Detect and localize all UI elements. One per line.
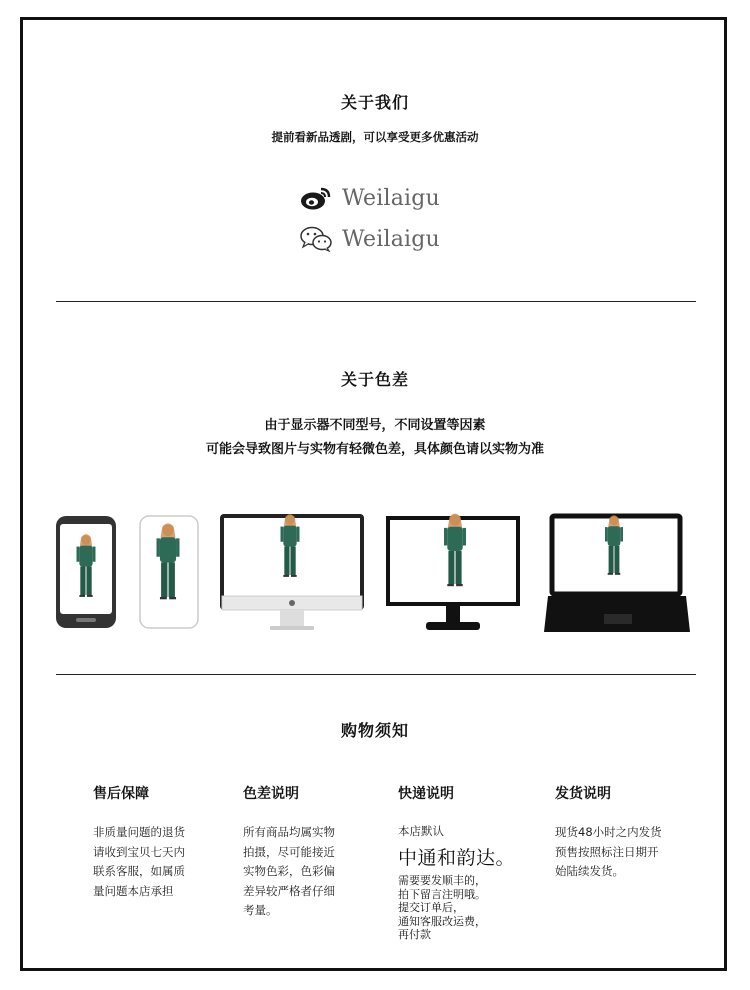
column-after-sales [93,783,223,901]
wechat-icon [298,225,334,253]
delivery-carriers: 中通和韵达。 [398,847,516,869]
laptop [544,515,690,632]
wechat-row[interactable] [298,224,440,254]
monitor [388,514,518,630]
weibo-row[interactable] [298,183,440,213]
column-title: 色差说明 [243,786,299,802]
column-body: 非质量问题的退货 请收到宝贝七天内 联系客服，如属质 量问题本店承担 [93,825,185,898]
device-illustration [0,510,750,640]
column-shipping [555,783,695,882]
color-diff-line-1: 由于显示器不同型号，不同设置等因素 [264,418,486,433]
column-body: 现货48小时之内发货 预售按照标注日期开 始陆续发货。 [555,825,662,878]
column-color-note [243,783,373,921]
color-diff-title: 关于色差 [340,370,409,389]
column-body: 所有商品均属实物 拍摄，尽可能接近 实物色彩，色彩偏 差异较严格者仔细 考量。 [243,825,335,917]
shopping-title: 购物须知 [340,721,409,740]
phone-dark [56,516,116,628]
divider-1 [56,301,696,302]
about-title: 关于我们 [340,93,409,112]
weibo-icon [298,184,334,212]
delivery-notes: 需要要发顺丰的， 拍下留言注明哦。 提交订单后， 通知客服改运费， 再付款 [398,874,486,941]
phone-light [140,516,198,628]
delivery-default: 本店默认 [398,824,444,838]
imac [222,514,362,630]
column-title: 快递说明 [398,786,454,802]
column-delivery [398,783,528,942]
column-title: 发货说明 [555,786,611,802]
divider-2 [56,674,696,675]
about-subtitle: 提前看新品透剧，可以享受更多优惠活动 [271,130,479,144]
column-title: 售后保障 [93,786,149,802]
color-diff-line-2: 可能会导致图片与实物有轻微色差，具体颜色请以实物为准 [205,442,544,457]
wechat-handle: Weilaigu [342,226,440,252]
weibo-handle: Weilaigu [342,185,440,211]
